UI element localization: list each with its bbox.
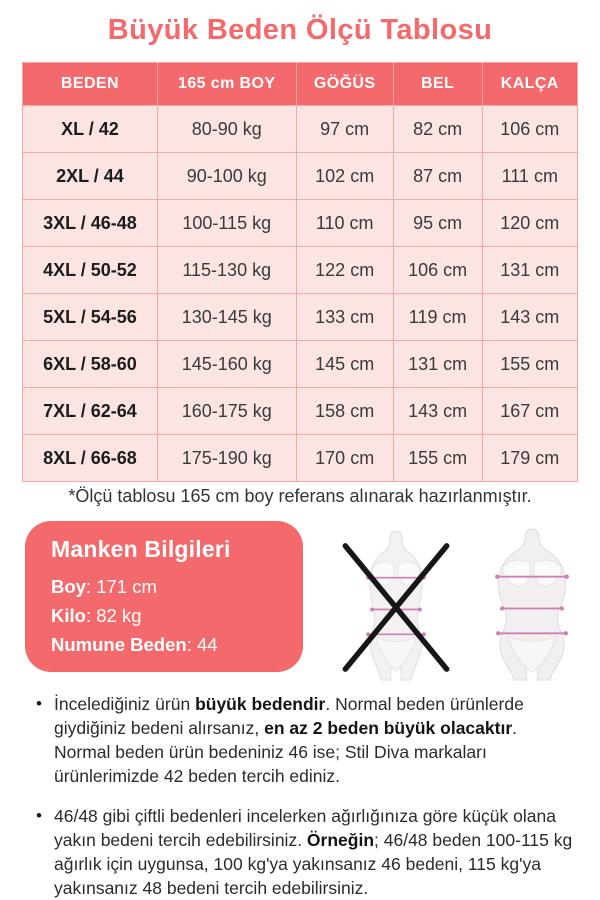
size-cell: 5XL / 54-56: [23, 294, 158, 341]
note-item: [30, 692, 578, 789]
table-row: [23, 388, 578, 435]
mannequin-fields: [51, 572, 279, 660]
bullet-icon: •: [36, 694, 42, 713]
note-item: [30, 804, 578, 900]
mannequin-field-label: Boy: [51, 576, 86, 597]
note-segment: büyük bedendir: [195, 694, 326, 714]
measurement-cell: 167 cm: [482, 388, 577, 435]
plus-size-body-icon: [470, 523, 594, 687]
bullet-icon: •: [36, 805, 42, 825]
mannequin-field: [51, 572, 279, 601]
measurement-cell: 179 cm: [482, 435, 577, 482]
note-segment: . Normal beden ürünlerde giydiğiniz bedeni alırsanız,: [54, 694, 524, 739]
mannequin-field-label: Kilo: [51, 605, 86, 627]
size-table-header: [23, 63, 578, 106]
column-header: 165 cm BOY: [157, 63, 296, 106]
note-text: [54, 692, 578, 789]
measurement-cell: 130-145 kg: [157, 294, 296, 341]
measurement-cell: 106 cm: [393, 247, 482, 294]
table-row: [23, 341, 578, 388]
table-row: [23, 435, 578, 482]
note-segment: . Normal beden ürün bedeniniz 46 ise; Stil Diva markaları ürünlerimizde 42 beden tercih ediniz.: [54, 718, 517, 787]
measurement-cell: 95 cm: [393, 200, 482, 247]
size-cell: 7XL / 62-64: [23, 388, 158, 435]
mannequin-field-value: : 171 cm: [85, 576, 157, 597]
size-cell: 6XL / 58-60: [23, 341, 158, 388]
note-segment: İncelediğiniz ürün: [54, 694, 196, 714]
note-segment: en az 2 beden büyük olacaktır: [264, 718, 513, 739]
size-cell: 4XL / 50-52: [23, 247, 158, 294]
page-title: Büyük Beden Ölçü Tablosu: [107, 14, 493, 46]
measurement-cell: 155 cm: [393, 435, 482, 482]
table-row: [23, 153, 578, 200]
measurement-cell: 143 cm: [482, 294, 577, 341]
mannequin-info-card: [25, 521, 303, 672]
size-table-body: [23, 106, 578, 482]
size-cell: 8XL / 66-68: [23, 435, 158, 482]
measurement-cell: 87 cm: [393, 153, 482, 200]
table-row: [23, 200, 578, 247]
measurement-cell: 131 cm: [393, 341, 482, 388]
measurement-cell: 119 cm: [393, 294, 482, 341]
measurement-cell: 170 cm: [296, 435, 393, 482]
measurement-cell: 110 cm: [296, 200, 393, 247]
size-cell: 2XL / 44: [23, 153, 158, 200]
table-footnote: *Ölçü tablosu 165 cm boy referans alınarak hazırlanmıştır.: [68, 486, 532, 506]
measurement-cell: 158 cm: [296, 388, 393, 435]
note-segment: 46/48 gibi çiftli bedenleri incelerken ağırlığınıza göre küçük olana yakın bedeni tercih edebilirsiniz.: [54, 805, 556, 850]
column-header: KALÇA: [482, 63, 577, 106]
measurement-cell: 80-90 kg: [157, 106, 296, 153]
measurement-cell: 102 cm: [296, 153, 393, 200]
measurement-cell: 111 cm: [482, 153, 577, 200]
column-header: GÖĞÜS: [296, 63, 393, 106]
note-segment: ; 46/48 beden 100-115 kg ağırlık için uygunsa, 100 kg'ya yakınsanız 46 bedeni, 115 kg'ya yakınsanız 48 bedeni tercih edebilirsiniz.: [54, 829, 573, 898]
size-cell: 3XL / 46-48: [23, 200, 158, 247]
mannequin-title: Manken Bilgileri: [51, 536, 231, 562]
measurement-cell: 82 cm: [393, 106, 482, 153]
size-cell: XL / 42: [23, 106, 158, 153]
note-segment: Örneğin: [306, 829, 375, 850]
measurement-cell: 106 cm: [482, 106, 577, 153]
note-text: [54, 804, 578, 900]
measurement-cell: 145 cm: [296, 341, 393, 388]
measurement-cell: 97 cm: [296, 106, 393, 153]
notes-list: [30, 692, 578, 900]
body-figures: [334, 520, 594, 690]
column-header: BEDEN: [23, 63, 158, 106]
measurement-cell: 100-115 kg: [157, 200, 296, 247]
measurement-cell: 143 cm: [393, 388, 482, 435]
measurement-cell: 122 cm: [296, 247, 393, 294]
measurement-cell: 175-190 kg: [157, 435, 296, 482]
table-row: [23, 247, 578, 294]
measurement-cell: 133 cm: [296, 294, 393, 341]
mannequin-field-value: : 82 kg: [85, 605, 142, 627]
mannequin-field: [51, 601, 279, 630]
crossed-out-normal-size-body-icon: [334, 523, 458, 687]
header-row: [23, 63, 578, 106]
mannequin-field-value: : 44: [186, 634, 218, 656]
column-header: BEL: [393, 63, 482, 106]
table-row: [23, 106, 578, 153]
mannequin-field-label: Numune Beden: [51, 634, 187, 656]
table-row: [23, 294, 578, 341]
measurement-cell: 115-130 kg: [157, 247, 296, 294]
measurement-cell: 120 cm: [482, 200, 577, 247]
mannequin-field: [51, 630, 279, 659]
measurement-cell: 160-175 kg: [157, 388, 296, 435]
measurement-cell: 90-100 kg: [157, 153, 296, 200]
size-table: [22, 62, 578, 482]
measurement-cell: 131 cm: [482, 247, 577, 294]
measurement-cell: 145-160 kg: [157, 341, 296, 388]
measurement-cell: 155 cm: [482, 341, 577, 388]
